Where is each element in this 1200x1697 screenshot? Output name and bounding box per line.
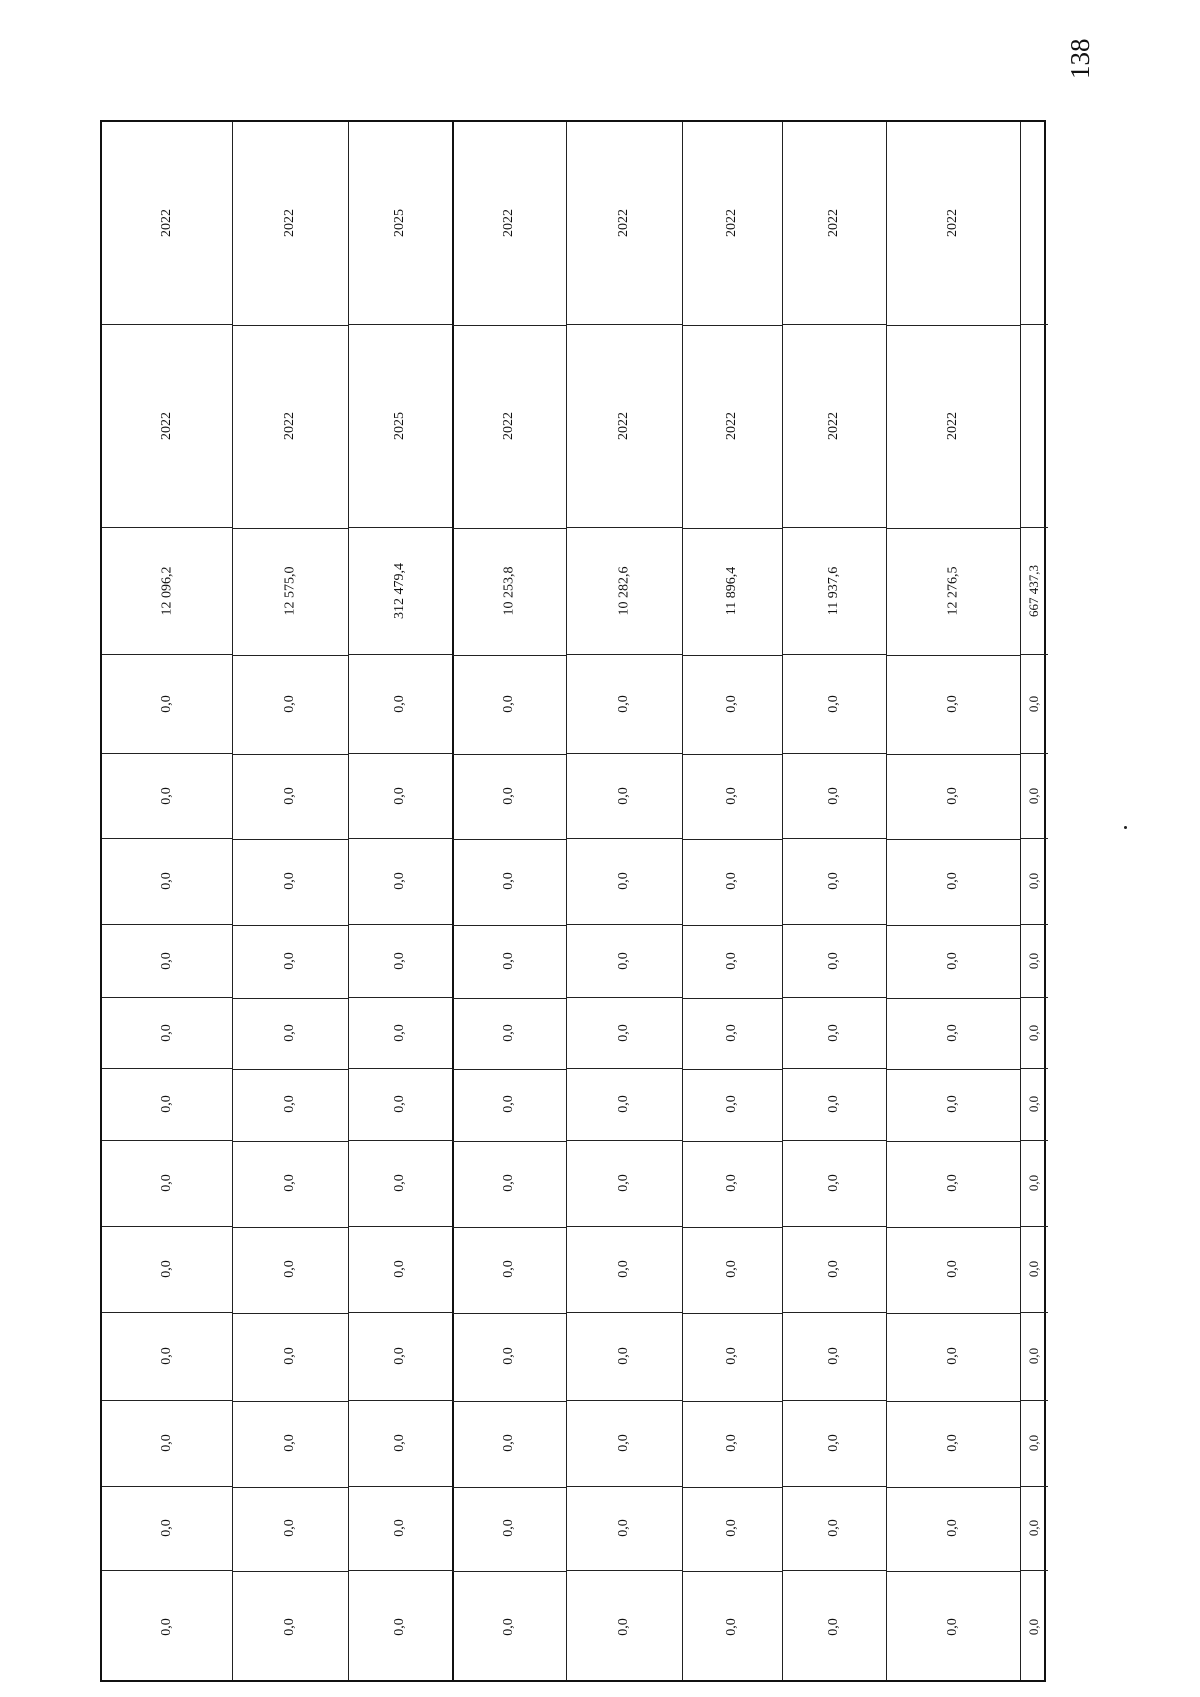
table-cell-value: 0,0 — [945, 1174, 960, 1192]
table-cell-value: 0,0 — [501, 1260, 516, 1278]
table-cell-value: 0,0 — [159, 786, 174, 805]
table-cell-value: 0,0 — [826, 1434, 841, 1452]
table-cell — [232, 997, 348, 1068]
table-cell — [886, 1312, 1020, 1400]
table-cell-value: 0,0 — [616, 1347, 631, 1365]
table-cell — [566, 997, 682, 1068]
table-cell — [102, 1312, 232, 1400]
table-cell — [886, 122, 1020, 324]
table-cell-value: 0,0 — [392, 1174, 407, 1192]
table-cell-value: 0,0 — [724, 1618, 739, 1636]
table-cell — [682, 1140, 782, 1226]
table-cell — [682, 1312, 782, 1400]
table-cell — [782, 1570, 886, 1684]
table-cell — [348, 1068, 452, 1140]
table-cell-value: 0,0 — [282, 872, 297, 890]
table-cell-value: 0,0 — [724, 694, 739, 713]
table-cell-value: 0,0 — [282, 1023, 297, 1042]
table-cell — [566, 527, 682, 654]
table-cell-value: 0,0 — [945, 1618, 960, 1636]
table-cell-value: 0,0 — [826, 694, 841, 713]
table-cell — [1020, 838, 1048, 924]
table-cell-value: 0,0 — [282, 1347, 297, 1365]
table-cell — [1020, 654, 1048, 753]
table-cell-value: 0,0 — [392, 1519, 407, 1537]
table-cell-value: 2022 — [159, 411, 174, 440]
table-cell-value: 0,0 — [282, 1260, 297, 1278]
table-cell-value: 0,0 — [616, 1618, 631, 1636]
table-cell — [348, 1140, 452, 1226]
table-cell — [1020, 527, 1048, 654]
table-cell-value: 0,0 — [392, 694, 407, 713]
table-cell — [782, 654, 886, 753]
table-cell — [682, 1068, 782, 1140]
table-cell-value: 0,0 — [1026, 1347, 1041, 1365]
table-cell — [1020, 924, 1048, 997]
table-cell — [452, 1312, 566, 1400]
table-cell — [452, 1068, 566, 1140]
table-cell-value: 10 282,6 — [616, 566, 631, 615]
table-cell — [566, 1486, 682, 1570]
table-cell — [232, 527, 348, 654]
table-cell — [452, 997, 566, 1068]
table-cell-value: 0,0 — [159, 1618, 174, 1636]
table-cell — [452, 1140, 566, 1226]
table-cell — [1020, 1400, 1048, 1486]
table-cell — [682, 324, 782, 527]
table-cell-value: 0,0 — [945, 1347, 960, 1365]
table-cell — [348, 527, 452, 654]
table-cell — [348, 997, 452, 1068]
table-cell — [566, 1226, 682, 1312]
table-cell — [348, 1400, 452, 1486]
table-cell — [232, 753, 348, 838]
table-cell-value: 0,0 — [282, 1434, 297, 1452]
table-cell — [452, 1226, 566, 1312]
table-cell-value: 0,0 — [501, 1618, 516, 1636]
table-cell-value: 2022 — [945, 209, 960, 237]
table-cell-value: 0,0 — [826, 786, 841, 805]
table-cell-value: 0,0 — [159, 1095, 174, 1113]
table-cell — [232, 654, 348, 753]
table-cell-value: 0,0 — [159, 1260, 174, 1278]
table-cell — [886, 997, 1020, 1068]
table-cell-value: 0,0 — [282, 1095, 297, 1113]
table-cell-value: 0,0 — [392, 1434, 407, 1452]
table-cell — [1020, 1312, 1048, 1400]
table-cell-value: 11 896,4 — [723, 566, 739, 615]
table-cell — [782, 1312, 886, 1400]
table-cell — [566, 753, 682, 838]
table-cell-value: 0,0 — [159, 872, 174, 890]
table-cell-value: 0,0 — [724, 1347, 739, 1365]
table-cell — [452, 654, 566, 753]
table-cell-value: 0,0 — [1026, 1260, 1041, 1278]
table-cell — [682, 1570, 782, 1684]
table-cell-value: 0,0 — [392, 786, 407, 805]
table-cell — [886, 324, 1020, 527]
table-cell — [886, 654, 1020, 753]
table-cell-value: 0,0 — [159, 1519, 174, 1537]
table-cell — [452, 324, 566, 527]
table-cell-value: 11 937,6 — [825, 566, 841, 615]
table-cell-value: 0,0 — [282, 694, 297, 713]
table-cell — [682, 654, 782, 753]
page-number: 138 — [1065, 38, 1095, 79]
table-cell — [348, 654, 452, 753]
table-cell-value: 0,0 — [826, 872, 841, 890]
table-cell — [348, 122, 452, 324]
table-cell-value: 0,0 — [159, 1174, 174, 1192]
table-cell-value: 0,0 — [724, 872, 739, 890]
table-cell-value: 0,0 — [501, 1023, 516, 1042]
table-cell-value: 0,0 — [1026, 952, 1041, 969]
table-cell-value: 10 253,8 — [501, 566, 516, 615]
table-cell — [566, 654, 682, 753]
table-cell — [782, 1068, 886, 1140]
table-cell — [566, 1312, 682, 1400]
table-cell-value: 0,0 — [826, 1519, 841, 1537]
table-cell — [782, 1140, 886, 1226]
table-cell-value: 0,0 — [724, 1260, 739, 1278]
table-cell-value: 0,0 — [282, 951, 297, 970]
table-cell — [232, 324, 348, 527]
table-cell — [1020, 1226, 1048, 1312]
table-cell — [782, 924, 886, 997]
table-cell — [1020, 1486, 1048, 1570]
table-cell — [102, 1226, 232, 1312]
table-cell-value: 0,0 — [282, 786, 297, 805]
table-cell — [348, 1312, 452, 1400]
table-cell — [782, 1400, 886, 1486]
table-cell-value: 0,0 — [501, 786, 516, 805]
table-cell — [102, 122, 232, 324]
table-cell — [566, 838, 682, 924]
table-cell-value: 0,0 — [945, 1095, 960, 1113]
table-cell — [566, 324, 682, 527]
table-cell-value: 0,0 — [724, 786, 739, 805]
table-cell-value: 0,0 — [501, 1174, 516, 1192]
table-cell — [452, 122, 566, 324]
table-cell — [452, 838, 566, 924]
table-cell — [348, 1570, 452, 1684]
table-cell — [886, 1486, 1020, 1570]
table-cell — [1020, 1570, 1048, 1684]
table-cell — [232, 1400, 348, 1486]
table-cell — [886, 1400, 1020, 1486]
table-cell-value: 0,0 — [501, 1095, 516, 1113]
table-cell-value: 667 437,3 — [1026, 564, 1041, 617]
table-cell — [682, 753, 782, 838]
table-cell-value: 0,0 — [1026, 1618, 1041, 1636]
table-cell-value: 0,0 — [616, 951, 631, 970]
table-cell-value: 2022 — [945, 411, 960, 440]
table-cell — [682, 997, 782, 1068]
table-cell — [102, 1068, 232, 1140]
table-cell-value: 2022 — [159, 209, 174, 237]
table-cell-value: 0,0 — [501, 694, 516, 713]
table-cell — [232, 122, 348, 324]
table-cell — [452, 1400, 566, 1486]
table-cell — [886, 753, 1020, 838]
table-cell-value: 2022 — [826, 411, 841, 440]
table-cell-value: 0,0 — [945, 951, 960, 970]
table-cell-value: 12 276,5 — [945, 566, 960, 615]
table-cell — [232, 924, 348, 997]
table-cell-value: 2022 — [282, 209, 297, 237]
table-cell — [682, 924, 782, 997]
table-cell-value: 2022 — [724, 209, 739, 237]
table-cell-value: 0,0 — [501, 1519, 516, 1537]
table-cell-value: 2022 — [501, 411, 516, 440]
table-cell-value: 0,0 — [501, 951, 516, 970]
table-cell — [682, 838, 782, 924]
table-cell — [102, 527, 232, 654]
table-cell-value: 0,0 — [392, 1095, 407, 1113]
table-cell — [782, 997, 886, 1068]
table-cell-value: 0,0 — [159, 1434, 174, 1452]
table-cell — [886, 924, 1020, 997]
table-cell — [782, 753, 886, 838]
table-cell-value: 0,0 — [501, 872, 516, 890]
table-cell-value: 0,0 — [392, 872, 407, 890]
table-cell — [232, 1068, 348, 1140]
table-cell — [782, 122, 886, 324]
table-cell-value: 0,0 — [616, 1095, 631, 1113]
table-cell-value: 0,0 — [616, 872, 631, 890]
table-cell-value: 0,0 — [616, 1174, 631, 1192]
table-cell-value: 0,0 — [724, 1023, 739, 1042]
table-cell-value: 0,0 — [392, 1023, 407, 1042]
table-cell-value: 0,0 — [724, 951, 739, 970]
table-cell — [452, 1486, 566, 1570]
table-cell-value: 2022 — [724, 411, 739, 440]
table-cell-value: 0,0 — [724, 1519, 739, 1537]
table-cell — [232, 1486, 348, 1570]
table-cell — [1020, 1140, 1048, 1226]
table-cell-value: 0,0 — [945, 1260, 960, 1278]
table-cell-value: 0,0 — [282, 1618, 297, 1636]
table-cell — [886, 1068, 1020, 1140]
table-cell — [1020, 997, 1048, 1068]
table-cell — [102, 1400, 232, 1486]
table-cell — [886, 1226, 1020, 1312]
table-cell-value: 0,0 — [616, 1434, 631, 1452]
table-cell — [232, 1226, 348, 1312]
table-cell-value: 0,0 — [945, 694, 960, 713]
table-cell — [1020, 753, 1048, 838]
table-cell-value: 0,0 — [826, 1618, 841, 1636]
data-table — [100, 120, 1046, 1682]
table-cell-value: 0,0 — [392, 1260, 407, 1278]
table-cell-value: 0,0 — [159, 1023, 174, 1042]
table-cell-value: 2025 — [392, 411, 407, 440]
table-cell — [452, 924, 566, 997]
table-cell-value: 0,0 — [945, 786, 960, 805]
table-cell — [232, 1140, 348, 1226]
table-cell — [232, 838, 348, 924]
table-cell — [1020, 122, 1048, 324]
table-cell-value: 0,0 — [616, 786, 631, 805]
table-cell — [1020, 324, 1048, 527]
table-cell — [348, 924, 452, 997]
table-cell — [348, 753, 452, 838]
table-cell-value: 2022 — [826, 209, 841, 237]
table-cell-value: 0,0 — [392, 1618, 407, 1636]
table-cell-value: 0,0 — [1026, 1434, 1041, 1452]
table-cell-value: 0,0 — [616, 1260, 631, 1278]
table-cell-value: 2022 — [616, 209, 631, 237]
table-cell — [566, 1068, 682, 1140]
table-cell — [102, 753, 232, 838]
table-cell — [886, 527, 1020, 654]
table-cell-value: 0,0 — [826, 1260, 841, 1278]
table-cell-value: 0,0 — [945, 872, 960, 890]
table-cell-value: 0,0 — [159, 1347, 174, 1365]
table-cell — [1020, 1068, 1048, 1140]
table-cell — [782, 324, 886, 527]
table-cell-value: 2022 — [616, 411, 631, 440]
table-cell-value: 312 479,4 — [392, 562, 407, 619]
table-cell-value: 0,0 — [282, 1174, 297, 1192]
table-cell — [102, 1140, 232, 1226]
table-cell-value: 0,0 — [392, 1347, 407, 1365]
table-cell-value: 12 575,0 — [282, 566, 297, 615]
table-cell-value: 0,0 — [616, 1023, 631, 1042]
table-cell — [566, 122, 682, 324]
table-cell — [348, 1226, 452, 1312]
table-cell — [102, 654, 232, 753]
table-cell-value: 0,0 — [724, 1174, 739, 1192]
table-cell — [348, 324, 452, 527]
table-cell — [566, 1400, 682, 1486]
table-cell-value: 0,0 — [616, 1519, 631, 1537]
table-cell-value: 0,0 — [826, 1347, 841, 1365]
table-cell-value: 0,0 — [945, 1023, 960, 1042]
table-cell-value: 0,0 — [392, 951, 407, 970]
table-cell — [348, 1486, 452, 1570]
table-cell-value: 0,0 — [1026, 1095, 1041, 1113]
table-cell — [566, 1140, 682, 1226]
table-cell — [102, 1570, 232, 1684]
table-cell — [782, 1486, 886, 1570]
table-cell-value: 2022 — [282, 411, 297, 440]
table-cell — [566, 1570, 682, 1684]
table-cell — [452, 527, 566, 654]
table-cell-value: 0,0 — [159, 951, 174, 970]
table-cell — [682, 1226, 782, 1312]
table-cell — [232, 1570, 348, 1684]
table-cell — [102, 924, 232, 997]
table-cell-value: 2022 — [501, 209, 516, 237]
table-cell-value: 0,0 — [945, 1519, 960, 1537]
table-cell — [886, 1140, 1020, 1226]
table-cell — [682, 527, 782, 654]
table-cell-value: 0,0 — [1026, 1174, 1041, 1192]
table-cell-value: 0,0 — [724, 1095, 739, 1113]
table-cell — [682, 122, 782, 324]
table-cell — [348, 838, 452, 924]
table-cell — [682, 1486, 782, 1570]
table-cell — [886, 1570, 1020, 1684]
table-cell — [102, 324, 232, 527]
table-cell — [452, 1570, 566, 1684]
table-cell — [102, 1486, 232, 1570]
table-cell-value: 0,0 — [826, 951, 841, 970]
table-cell — [886, 838, 1020, 924]
table-cell-value: 0,0 — [1026, 695, 1041, 712]
table-cell-value: 0,0 — [826, 1095, 841, 1113]
table-cell-value: 0,0 — [616, 694, 631, 713]
table-cell — [782, 527, 886, 654]
table-cell-value: 0,0 — [501, 1434, 516, 1452]
table-cell — [566, 924, 682, 997]
table-cell — [102, 838, 232, 924]
table-cell — [102, 997, 232, 1068]
table-cell — [682, 1400, 782, 1486]
table-cell-value: 0,0 — [1026, 787, 1041, 804]
table-cell-value: 0,0 — [501, 1347, 516, 1365]
table-cell-value: 0,0 — [1026, 872, 1041, 890]
table-cell — [782, 1226, 886, 1312]
table-cell-value: 0,0 — [826, 1174, 841, 1192]
table-cell — [452, 753, 566, 838]
table-cell-value: 0,0 — [1026, 1519, 1041, 1537]
table-cell-value: 2025 — [392, 209, 407, 237]
table-cell — [782, 838, 886, 924]
table-cell-value: 12 096,2 — [159, 566, 174, 615]
table-cell-value: 0,0 — [159, 694, 174, 713]
table-cell-value: 0,0 — [945, 1434, 960, 1452]
stray-mark — [1124, 826, 1127, 829]
table-cell-value: 0,0 — [282, 1519, 297, 1537]
table-cell-value: 0,0 — [724, 1434, 739, 1452]
table-cell-value: 0,0 — [1026, 1024, 1041, 1041]
table-cell — [232, 1312, 348, 1400]
table-cell-value: 0,0 — [826, 1023, 841, 1042]
